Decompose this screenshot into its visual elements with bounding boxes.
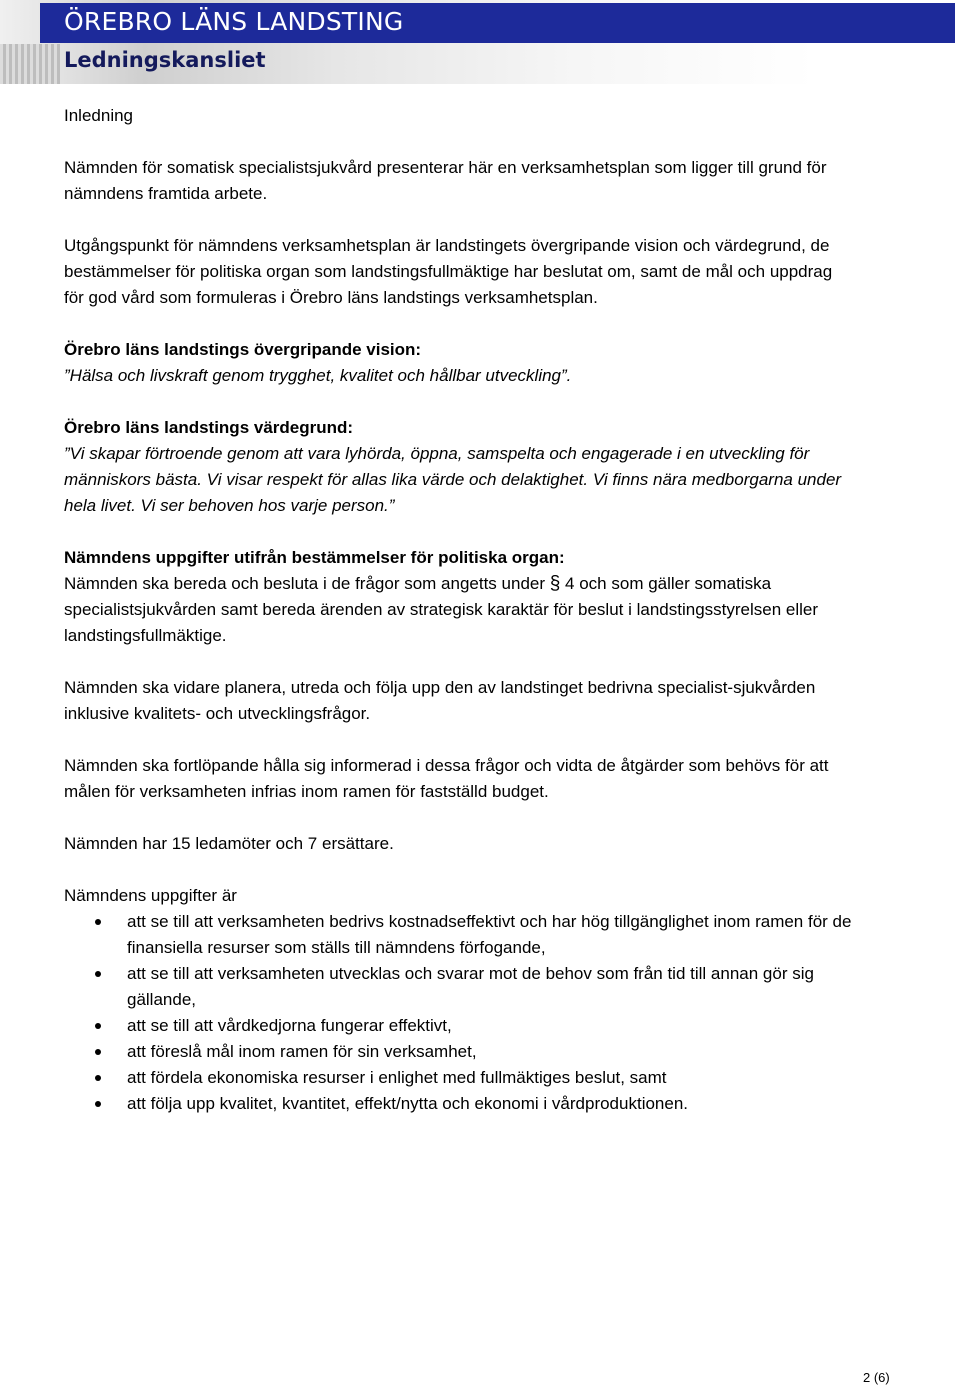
- section-heading: Inledning: [64, 106, 134, 125]
- basis-paragraph: Utgångspunkt för nämndens verksamhetsplan är landstingets övergripande vision och värdegrund, de bestämmelser för politiska organ som landstingsfullmäktige har beslutat om, samt de mål och uppdrag för god vård som formuleras i Örebro läns landstings verksamhetsplan.: [64, 236, 833, 307]
- list-item-text: att följa upp kvalitet, kvantitet, effekt/nytta och ekonomi i vårdproduktionen.: [127, 1094, 689, 1113]
- tasks-text-part2: 4 och som gäller somatiska specialistsjukvården samt bereda ärenden av strategisk karaktär för beslut i landstingsstyrelsen eller landstingsfullmäktige.: [64, 574, 819, 645]
- tasks-text-part1: Nämnden ska bereda och besluta i de frågor som angetts under: [64, 574, 550, 593]
- members-paragraph: Nämnden har 15 ledamöter och 7 ersättare.: [64, 834, 394, 853]
- plan-paragraph: Nämnden ska vidare planera, utreda och följa upp den av landstinget bedrivna specialist-sjukvården inklusive kvalitets- och utvecklingsfrågor.: [64, 678, 816, 723]
- organization-name: ÖREBRO LÄNS LANDSTING: [64, 7, 404, 36]
- list-item-text: att fördela ekonomiska resurser i enlighet med fullmäktiges beslut, samt: [127, 1068, 667, 1087]
- tasks-paragraph: [64, 571, 854, 649]
- department-name: Ledningskansliet: [64, 48, 266, 72]
- organization-bar: [40, 3, 955, 43]
- header-banner: [0, 0, 960, 84]
- bullet-icon: [95, 919, 101, 925]
- bullet-icon: [95, 1023, 101, 1029]
- list-item-text: att se till att verksamheten bedrivs kostnadseffektivt och har hög tillgänglighet inom ramen för de finansiella resurser som ställs till nämndens förfogande,: [127, 912, 852, 957]
- list-item: [64, 1091, 854, 1117]
- list-item-text: att se till att vårdkedjorna fungerar effektivt,: [127, 1016, 452, 1035]
- duties-list: [64, 909, 854, 1117]
- vision-heading: Örebro läns landstings övergripande vision:: [64, 340, 422, 359]
- list-item-text: att se till att verksamheten utvecklas och svarar mot de behov som från tid till annan gör sig gällande,: [127, 964, 814, 1009]
- page-number: 2 (6): [863, 1370, 890, 1385]
- list-item-text: att föreslå mål inom ramen för sin verksamhet,: [127, 1042, 477, 1061]
- duties-heading: Nämndens uppgifter är: [64, 886, 237, 905]
- list-item: [64, 1065, 854, 1091]
- bullet-icon: [95, 1049, 101, 1055]
- list-item: [64, 1013, 854, 1039]
- list-item: [64, 1039, 854, 1065]
- section-symbol: §: [549, 573, 561, 594]
- values-text: ”Vi skapar förtroende genom att vara lyhörda, öppna, samspelta och engagerade i en utveckling för människors bästa. Vi visar respekt för allas lika värde och delaktighet. Vi finns nära medborgarna under hela livet. Vi ser behoven hos varje person.”: [64, 444, 842, 515]
- bullet-icon: [95, 1075, 101, 1081]
- banner-pattern: [0, 44, 60, 84]
- tasks-heading: Nämndens uppgifter utifrån bestämmelser för politiska organ:: [64, 548, 565, 567]
- inform-paragraph: Nämnden ska fortlöpande hålla sig informerad i dessa frågor och vidta de åtgärder som behövs för att målen för verksamheten infrias inom ramen för fastställd budget.: [64, 756, 829, 801]
- bullet-icon: [95, 1101, 101, 1107]
- intro-paragraph: Nämnden för somatisk specialistsjukvård presenterar här en verksamhetsplan som ligger till grund för nämndens framtida arbete.: [64, 158, 827, 203]
- document-body: [64, 103, 854, 1117]
- bullet-icon: [95, 971, 101, 977]
- vision-text: ”Hälsa och livskraft genom trygghet, kvalitet och hållbar utveckling”.: [64, 366, 572, 385]
- list-item: [64, 961, 854, 1013]
- values-heading: Örebro läns landstings värdegrund:: [64, 418, 354, 437]
- list-item: [64, 909, 854, 961]
